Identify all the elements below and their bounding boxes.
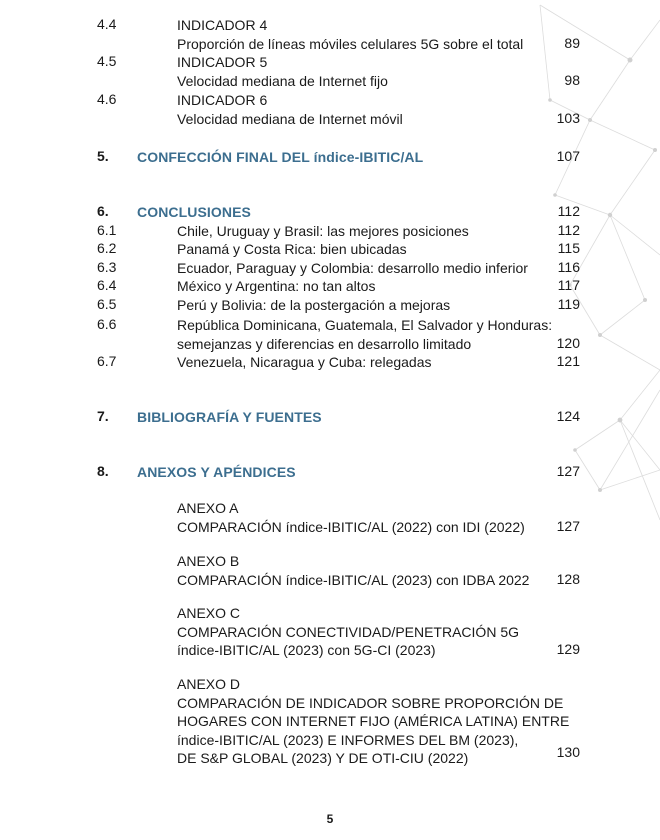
annex-title (177, 552, 557, 589)
entry-title (177, 53, 557, 90)
section-title-line: CONFECCIÓN FINAL DEL índice-IBITIC/AL (137, 149, 424, 165)
entry-title-line: semejanzas y diferencias en desarrollo limitado (177, 335, 472, 352)
section-number: 8. (97, 463, 109, 479)
annex-title-line: ANEXO D (177, 676, 241, 692)
entry-title (177, 259, 557, 278)
entry-number: 6.1 (97, 222, 117, 238)
entry-page: 112 (557, 222, 580, 238)
annex-title-line: HOGARES CON INTERNET FIJO (AMÉRICA LATINA) ENTRE (177, 713, 570, 729)
entry-page: 119 (557, 296, 580, 312)
entry-title-line: INDICADOR 6 (177, 92, 268, 108)
entry-title-line: INDICADOR 5 (177, 54, 268, 70)
annex-title-line: COMPARACIÓN índice-IBITIC/AL (2023) con IDBA 2022 (177, 571, 530, 588)
entry-title (177, 240, 557, 259)
entry-title-line: República Dominicana, Guatemala, El Salvador y Honduras: (177, 317, 553, 333)
section-page: 107 (556, 148, 580, 164)
entry-page: 120 (556, 334, 580, 351)
annex-title-line: COMPARACIÓN DE INDICADOR SOBRE PROPORCIÓN DE (177, 694, 564, 711)
entry-title-line: Velocidad mediana de Internet móvil (177, 110, 403, 127)
entry-number: 4.6 (97, 91, 117, 107)
entry-page: 98 (564, 71, 580, 88)
annex-title-line: ANEXO A (177, 500, 239, 516)
entry-number: 4.4 (97, 16, 117, 32)
annex-page: 130 (556, 744, 580, 760)
entry-number: 4.5 (97, 53, 117, 69)
section-title-line: ANEXOS Y APÉNDICES (137, 464, 296, 480)
entry-title-line: México y Argentina: no tan altos (177, 278, 376, 294)
section-title (137, 148, 517, 167)
entry-title (177, 91, 557, 128)
entry-number: 6.3 (97, 259, 117, 275)
entry-title (177, 222, 557, 241)
section-page: 127 (556, 463, 580, 479)
entry-title-line: Ecuador, Paraguay y Colombia: desarrollo medio inferior (177, 260, 528, 276)
annex-page: 128 (556, 570, 580, 587)
annex-page: 127 (556, 517, 580, 534)
entry-page: 116 (557, 259, 580, 275)
entry-title-line: Velocidad mediana de Internet fijo (177, 72, 388, 89)
annex-title-line: COMPARACIÓN CONECTIVIDAD/PENETRACIÓN 5G (177, 623, 520, 640)
entry-title (177, 316, 557, 353)
annex-page: 129 (556, 641, 580, 657)
annex-title (177, 499, 557, 536)
entry-page: 89 (564, 34, 580, 51)
annex-title (177, 604, 557, 660)
entry-title-line: Perú y Bolivia: de la postergación a mejoras (177, 297, 451, 313)
entry-title-line: INDICADOR 4 (177, 17, 268, 33)
entry-title (177, 277, 557, 296)
entry-number: 6.5 (97, 296, 117, 312)
entry-title-line: Panamá y Costa Rica: bien ubicadas (177, 241, 407, 257)
section-number: 7. (97, 408, 109, 424)
entry-page: 103 (556, 109, 580, 126)
entry-title-line: Chile, Uruguay y Brasil: las mejores posiciones (177, 223, 469, 239)
section-title (137, 203, 517, 222)
entry-number: 6.4 (97, 277, 117, 293)
entry-title-line: Venezuela, Nicaragua y Cuba: relegadas (177, 354, 432, 370)
annex-title-line: índice-IBITIC/AL (2023) con 5G-CI (2023) (177, 642, 436, 658)
entry-title (177, 16, 557, 53)
annex-title-line: índice-IBITIC/AL (2023) E INFORMES DEL BM (2023), (177, 731, 519, 748)
entry-title (177, 296, 557, 315)
entry-number: 6.2 (97, 240, 117, 256)
section-number: 5. (97, 148, 109, 164)
annex-title-line: COMPARACIÓN índice-IBITIC/AL (2022) con IDI (2022) (177, 518, 525, 535)
entry-number: 6.6 (97, 316, 117, 332)
section-page: 124 (556, 408, 580, 424)
entry-title (177, 353, 557, 372)
annex-title-line: ANEXO B (177, 553, 240, 569)
section-title (137, 463, 517, 482)
section-title-line: CONCLUSIONES (137, 204, 251, 220)
entry-number: 6.7 (97, 353, 117, 369)
annex-title-line: ANEXO C (177, 605, 241, 621)
page-number: 5 (326, 812, 334, 826)
section-number: 6. (97, 203, 109, 219)
section-page: 112 (557, 203, 580, 219)
section-title-line: BIBLIOGRAFÍA Y FUENTES (137, 409, 322, 425)
entry-page: 115 (557, 240, 580, 256)
entry-title-line: Proporción de líneas móviles celulares 5G sobre el total (177, 35, 524, 52)
annex-title-line: DE S&P GLOBAL (2023) Y DE OTI-CIU (2022) (177, 750, 469, 766)
entry-page: 121 (556, 353, 580, 369)
entry-page: 117 (557, 277, 580, 293)
section-title (137, 408, 517, 427)
